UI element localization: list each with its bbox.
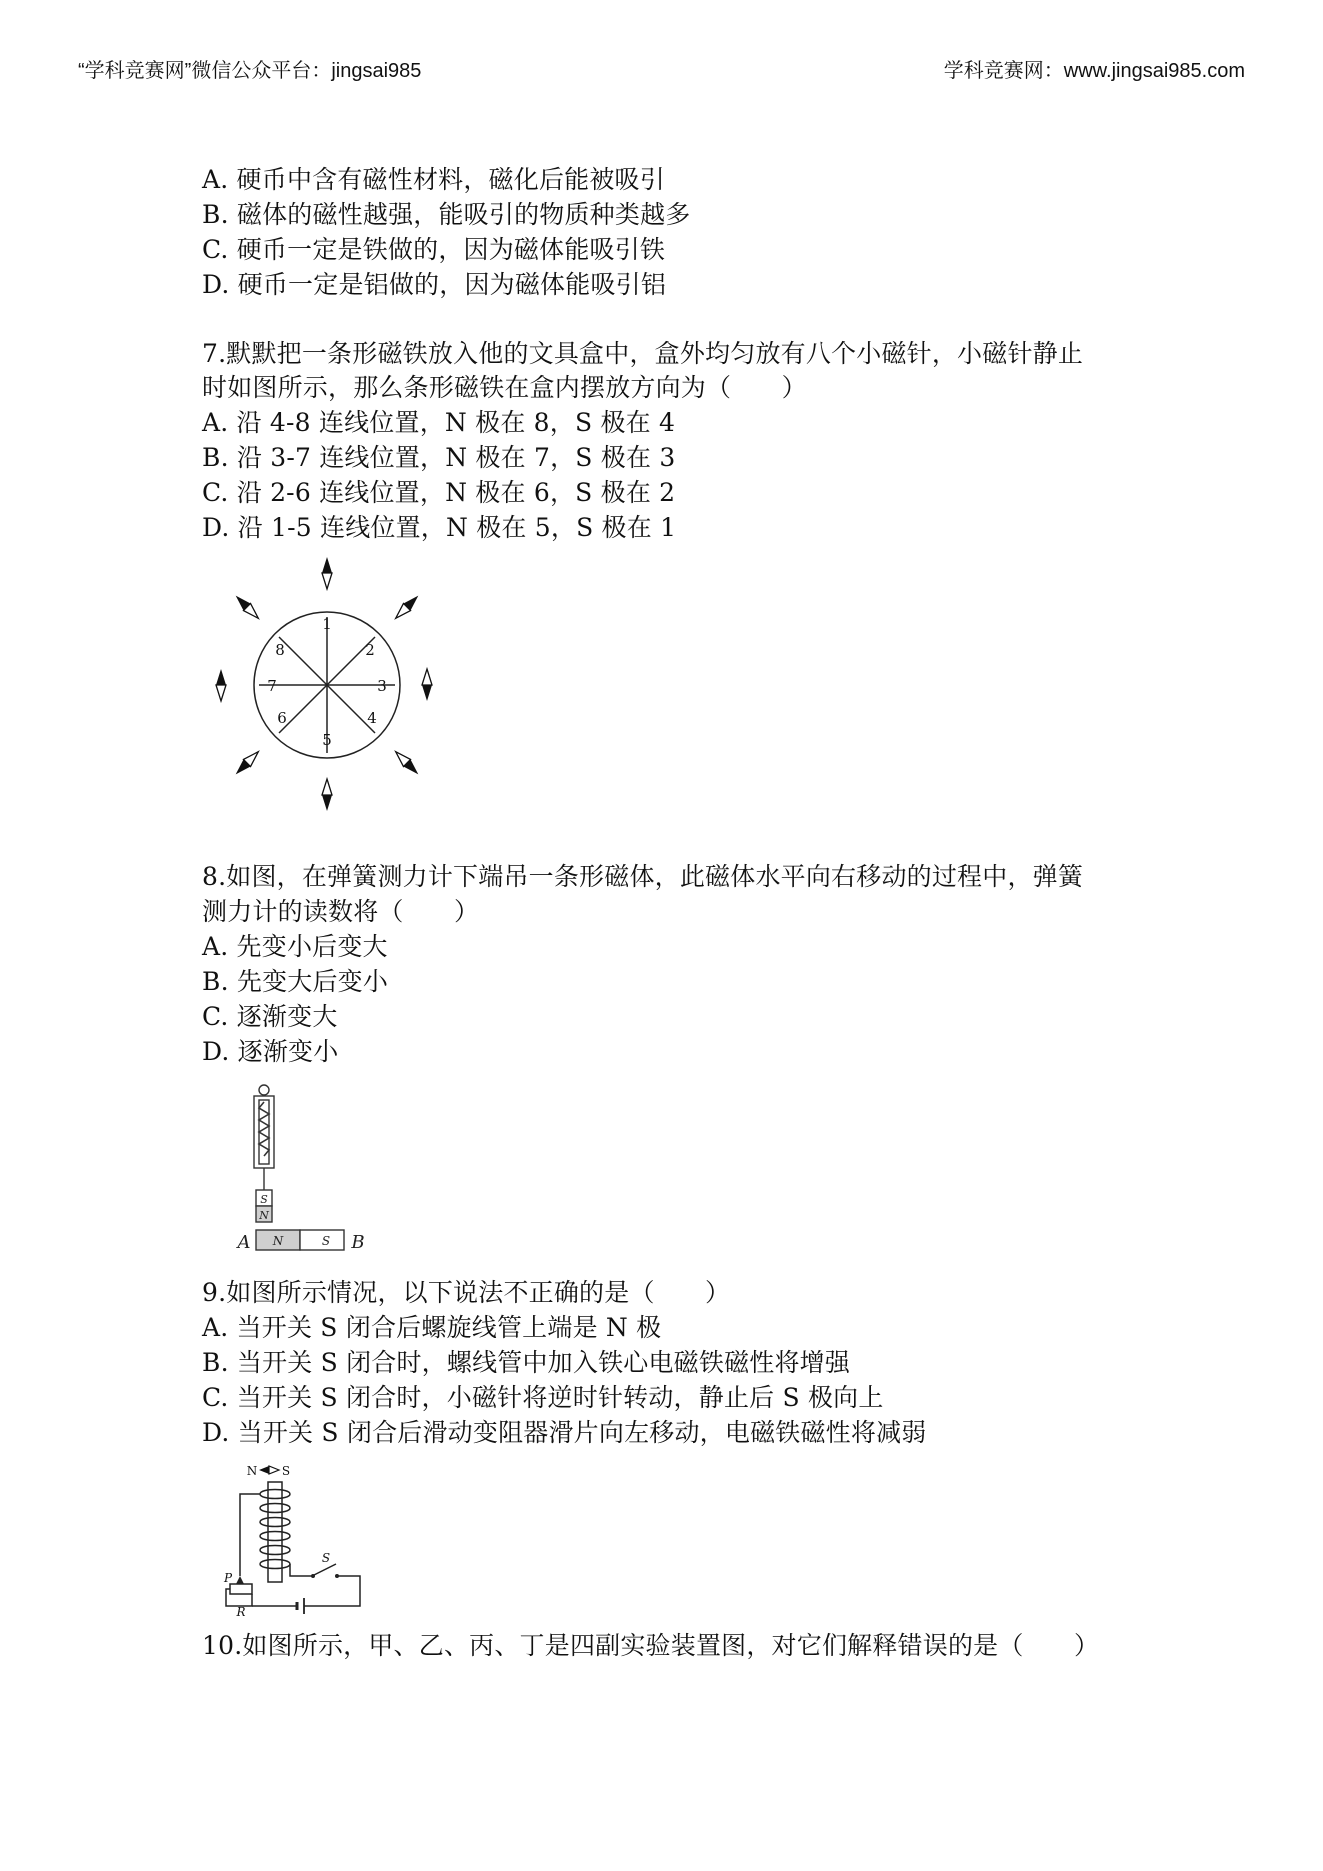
position-label-8: 8 (275, 641, 285, 659)
q8-stem-line2: 测力计的读数将（ ） (202, 897, 480, 926)
compass-needle-3 (422, 669, 432, 701)
q9-stem: 9.如图所示情况，以下说法不正确的是（ ） (202, 1278, 731, 1307)
q9-option-c: C. 当开关 S 闭合时，小磁针将逆时针转动，静止后 S 极向上 (202, 1383, 884, 1412)
header-website-text: 学科竞赛网：www.jingsai985.com (943, 60, 1245, 82)
q10-stem: 10.如图所示，甲、乙、丙、丁是四副实验装置图，对它们解释错误的是（ ） (202, 1631, 1100, 1660)
position-label-1: 1 (322, 615, 332, 633)
small-magnetic-needle (259, 1466, 279, 1474)
q7-stem-line2: 时如图所示，那么条形磁铁在盒内摆放方向为（ ） (202, 373, 807, 402)
position-label-7: 7 (267, 677, 277, 695)
rheostat-slider-p (236, 1576, 244, 1584)
q8-option-d: D. 逐渐变小 (202, 1037, 339, 1066)
q8-option-c: C. 逐渐变大 (202, 1002, 338, 1031)
q7-stem-line1: 7.默默把一条形磁铁放入他的文具盒中，盒外均匀放有八个小磁针，小磁针静止 (202, 339, 1084, 368)
rheostat-r (230, 1584, 252, 1594)
position-label-5: 5 (322, 731, 332, 749)
switch-label: S (321, 1551, 331, 1565)
q9-solenoid-circuit-figure (222, 1458, 372, 1618)
bar-magnet-right-pole: S (321, 1234, 331, 1248)
q7-option-b: B. 沿 3-7 连线位置，N 极在 7，S 极在 3 (202, 443, 676, 472)
q7-option-d: D. 沿 1-5 连线位置，N 极在 5，S 极在 1 (202, 513, 677, 542)
q7-option-c: C. 沿 2-6 连线位置，N 极在 6，S 极在 2 (202, 478, 676, 507)
bar-magnet-left-pole: N (272, 1234, 284, 1248)
compass-needle-2 (392, 592, 422, 622)
q6-option-c: C. 硬币一定是铁做的，因为磁体能吸引铁 (202, 235, 666, 264)
compass-needle-1 (322, 557, 332, 589)
bar-end-b-label: B (351, 1232, 365, 1253)
position-label-6: 6 (277, 709, 287, 727)
q7-compass-figure (200, 555, 450, 815)
hanging-magnet-top-pole: S (260, 1193, 268, 1206)
compass-needle-6 (232, 748, 262, 778)
q9-option-a: A. 当开关 S 闭合后螺旋线管上端是 N 极 (202, 1313, 662, 1342)
q9-option-d: D. 当开关 S 闭合后滑动变阻器滑片向左移动，电磁铁磁性将减弱 (202, 1418, 927, 1447)
slider-label: P (223, 1571, 233, 1585)
q9-option-b: B. 当开关 S 闭合时，螺线管中加入铁心电磁铁磁性将增强 (202, 1348, 851, 1377)
bar-end-a-label: A (237, 1232, 251, 1253)
header-wechat-text: “学科竞赛网”微信公众平台：jingsai985 (78, 60, 422, 82)
q6-option-b: B. 磁体的磁性越强，能吸引的物质种类越多 (202, 200, 691, 229)
q7-option-a: A. 沿 4-8 连线位置，N 极在 8，S 极在 4 (202, 408, 676, 437)
hanging-magnet-bottom-pole: N (259, 1209, 269, 1222)
position-label-4: 4 (367, 709, 377, 727)
position-label-3: 3 (377, 677, 387, 695)
compass-needle-7 (216, 669, 226, 701)
q8-option-b: B. 先变大后变小 (202, 967, 389, 996)
position-label-2: 2 (365, 641, 375, 659)
compass-needle-8 (232, 592, 262, 622)
q8-option-a: A. 先变小后变大 (202, 932, 388, 961)
rheostat-label: R (236, 1605, 246, 1618)
needle-n-label: N (246, 1464, 258, 1478)
q6-option-a: A. 硬币中含有磁性材料，磁化后能被吸引 (202, 165, 665, 194)
spring-scale-body (254, 1096, 274, 1168)
q8-stem-line1: 8.如图，在弹簧测力计下端吊一条形磁体，此磁体水平向右移动的过程中，弹簧 (202, 862, 1084, 891)
q8-spring-scale-figure (228, 1080, 398, 1265)
q6-option-d: D. 硬币一定是铝做的，因为磁体能吸引铝 (202, 270, 667, 299)
solenoid-coil (260, 1490, 290, 1569)
compass-needle-5 (322, 779, 332, 811)
scale-hook-ring (259, 1085, 269, 1095)
needle-s-label: S (281, 1464, 291, 1478)
compass-needle-4 (392, 748, 422, 778)
switch-s (312, 1564, 336, 1576)
